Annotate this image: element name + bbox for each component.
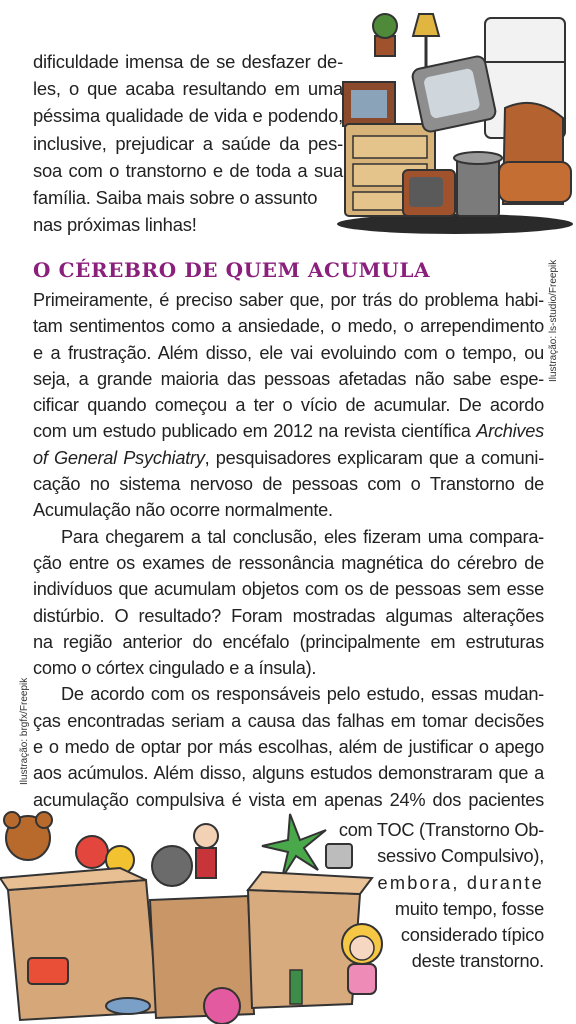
- body-line: ção entre os exames de ressonância magnética do cérebro de: [33, 552, 544, 573]
- intro-line: dificuldade imensa de se desfazer de-: [33, 51, 343, 72]
- body-text-fragment: , pesquisadores explicaram que a comuni-: [204, 447, 544, 468]
- intro-line: inclusive, prejudicar a saúde da pes-: [33, 132, 343, 154]
- body-line-with-journal: [33, 445, 544, 471]
- intro-line: soa com o transtorno e de toda a sua: [33, 159, 343, 181]
- body-line: Primeiramente, é preciso saber que, por trás do problema habi-: [33, 290, 544, 310]
- section-title: O CÉREBRO DE QUEM ACUMULA: [33, 258, 431, 282]
- body-line: Para chegarem a tal conclusão, eles fizeram uma compara-: [61, 526, 544, 547]
- intro-line: péssima qualidade de vida e podendo,: [33, 105, 343, 127]
- article-body: [33, 287, 544, 813]
- intro-line: família. Saiba mais sobre o assunto: [33, 186, 318, 208]
- body-line: tam sentimentos como a ansiedade, o medo, o arrependimento: [33, 316, 544, 337]
- body-line: cação no sistema nervoso de pessoas com o Transtorno de: [33, 474, 544, 495]
- journal-name-part: Archives: [476, 421, 544, 442]
- body-line: considerado típico: [400, 925, 544, 946]
- body-line: seja, a grande maioria das pessoas afetadas não sabe espe-: [33, 368, 544, 389]
- body-line: na região anterior do encéfalo (principalmente em estruturas: [33, 631, 544, 652]
- body-line: e o medo de optar por más escolhas, além de justificar o apego: [33, 737, 544, 758]
- body-line: com TOC (Transtorno Ob-: [338, 820, 544, 840]
- body-line: indivíduos que acumulam objetos com os de pessoas sem esse: [33, 579, 544, 600]
- body-line: ças encontradas seriam a causa das falhas em tomar decisões: [33, 710, 544, 731]
- journal-name-part: of General Psychiatry: [33, 447, 205, 468]
- body-line: como o córtex cingulado e a ínsula).: [33, 658, 317, 679]
- body-text-fragment: com um estudo publicado em 2012 na revista científica: [33, 421, 471, 442]
- hoarded-objects-illustration: [335, 12, 576, 234]
- body-line-with-journal: [33, 418, 544, 444]
- body-line: e a frustração. Além disso, ele vai evoluindo com o tempo, ou: [33, 342, 544, 363]
- body-line: muito tempo, fosse: [394, 898, 544, 919]
- intro-line: nas próximas linhas!: [33, 214, 197, 236]
- intro-line: les, o que acaba resultando em uma: [33, 78, 343, 100]
- intro-paragraph: [33, 48, 343, 238]
- body-line: deste transtorno.: [411, 951, 544, 972]
- body-line: De acordo com os responsáveis pelo estudo, essas mudan-: [61, 684, 544, 705]
- illustration-credit-left: Ilustração: brgfx/Freepik: [19, 677, 30, 785]
- body-line: acumulação compulsiva é vista em apenas 24% dos pacientes: [33, 789, 544, 810]
- body-line: distúrbio. O resultado? Foram mostradas algumas alterações: [33, 605, 544, 626]
- toy-boxes-illustration: [0, 808, 395, 1024]
- illustration-credit-right: Ilustração: ls-studio/Freepik: [548, 259, 559, 382]
- body-line: embora, durante: [377, 872, 544, 893]
- body-line: sessivo Compulsivo),: [377, 846, 544, 867]
- body-line: Acumulação não ocorre normalmente.: [33, 500, 333, 521]
- body-line: aos acúmulos. Além disso, alguns estudos demonstraram que a: [33, 763, 544, 784]
- body-line: cificar quando começou a ter o vício de acumular. De acordo: [33, 395, 544, 416]
